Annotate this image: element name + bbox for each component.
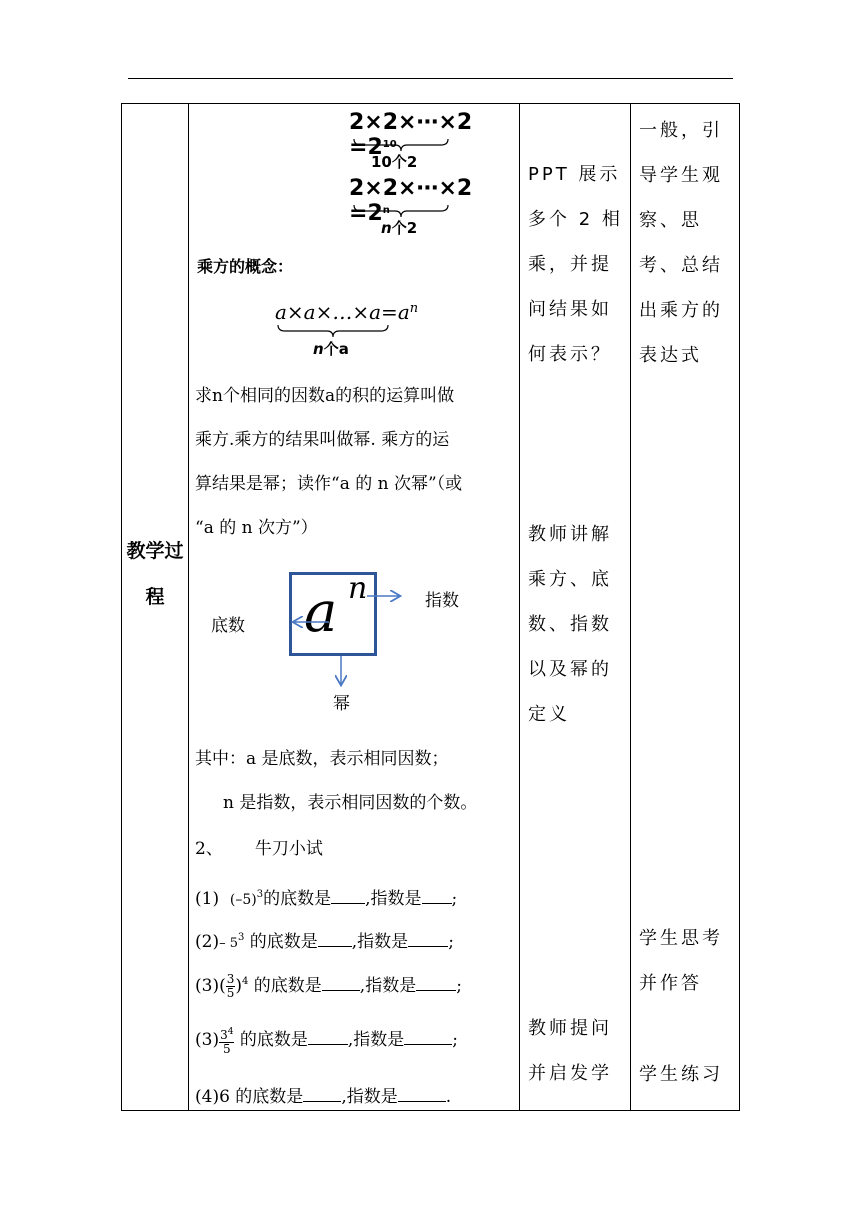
- formula-base: 2: [367, 135, 383, 160]
- formula-lhs: 2×2×⋯×2: [349, 176, 473, 201]
- answer-blank[interactable]: [422, 887, 452, 904]
- formula-lhs: 2×2×⋯×2: [349, 110, 473, 135]
- brace-label: n个a: [313, 340, 349, 358]
- definition-line: “a 的 n 次方”）: [195, 518, 318, 538]
- fraction: $\frac{3}{5}$: [226, 972, 235, 1000]
- label-exponent: 指数: [425, 591, 459, 611]
- student-activity-3: 学生练习: [639, 1064, 723, 1085]
- answer-blank[interactable]: [318, 930, 352, 947]
- header-rule: [128, 78, 733, 79]
- formula-exp: n: [382, 205, 390, 216]
- definition-line: 算结果是幂；读作“a 的 n 次幂”（或: [195, 474, 463, 494]
- formula-exp: 10: [382, 139, 397, 150]
- diagram-base: a: [304, 580, 338, 645]
- question-5: (4)6 的底数是 ,指数是 .: [195, 1087, 452, 1107]
- definition-line: 求n个相同的因数a的积的运算叫做: [195, 386, 455, 406]
- underbrace-icon: [277, 324, 389, 338]
- student-activity-1: 一般，引导学生观察、思考、总结出乘方的表达式: [639, 120, 723, 366]
- brace-label: n个2: [381, 219, 418, 237]
- diagram-arrows-icon: [249, 566, 429, 698]
- formula-2-pow-n: [349, 176, 519, 226]
- section-2-heading: 2、 牛刀小试: [195, 839, 323, 859]
- formula-eq: =: [381, 300, 398, 324]
- question-1: (1) $(-5)^3$的底数是 ,指数是 ;: [195, 889, 458, 909]
- definition-text: [195, 374, 517, 550]
- table-row: [122, 104, 740, 1111]
- question-2: (2)– $5^3$ 的底数是 ,指数是 ;: [195, 932, 454, 952]
- formula-a-pow-n: [275, 300, 418, 324]
- fraction: $\frac{3^4}{5}$: [220, 1026, 234, 1056]
- teacher-activity-1: PPT 展示多个 2 相乘，并提问结果如何表示？: [528, 164, 623, 365]
- section-label: 教学过程: [126, 540, 184, 608]
- formula-lhs: a×a×…×a: [275, 300, 382, 324]
- answer-blank[interactable]: [308, 1028, 348, 1045]
- answer-blank[interactable]: [303, 1085, 341, 1102]
- formula-eq: =: [349, 201, 368, 226]
- underbrace-icon: [353, 204, 449, 218]
- formula-base: 2: [367, 201, 383, 226]
- label-base: 底数: [211, 616, 245, 636]
- formula-eq: =: [349, 135, 368, 160]
- formula-exp: n: [409, 301, 419, 316]
- question-4: (3) $\frac{3^4}{5}$ 的底数是 ,指数是 ;: [195, 1026, 459, 1056]
- question-3: (3)( $\frac{3}{5})^4$ 的底数是 ,指数是 ;: [195, 972, 462, 1000]
- definition-line: 乘方.乘方的结果叫做幂. 乘方的运: [195, 430, 450, 450]
- lesson-table: [121, 103, 740, 1111]
- student-activity-2: 学生思考并作答: [639, 928, 723, 994]
- formula-base: a: [397, 300, 410, 324]
- diagram-exponent: n: [348, 571, 368, 606]
- answer-blank[interactable]: [404, 1028, 452, 1045]
- section-label-cell: [122, 104, 189, 1111]
- where-line-2: n 是指数，表示相同因数的个数。: [223, 793, 478, 813]
- student-activity-cell: [631, 104, 740, 1111]
- where-line-1: 其中：a 是底数，表示相同因数；: [195, 749, 449, 769]
- answer-blank[interactable]: [331, 887, 365, 904]
- answer-blank[interactable]: [408, 930, 448, 947]
- teacher-activity-cell: [520, 104, 631, 1111]
- answer-blank[interactable]: [322, 974, 360, 991]
- answer-blank[interactable]: [416, 974, 456, 991]
- underbrace-icon: [353, 138, 449, 152]
- content-area: [189, 104, 519, 1110]
- teacher-activity-3: 教师提问并启发学: [528, 1018, 612, 1084]
- teacher-activity-2: 教师讲解乘方、底数、指数以及幂的定义: [528, 524, 612, 725]
- brace-label: 10个2: [371, 153, 418, 171]
- content-cell: [189, 104, 520, 1111]
- label-power: 幂: [333, 694, 350, 714]
- concept-heading: 乘方的概念：: [197, 257, 294, 276]
- answer-blank[interactable]: [398, 1085, 446, 1102]
